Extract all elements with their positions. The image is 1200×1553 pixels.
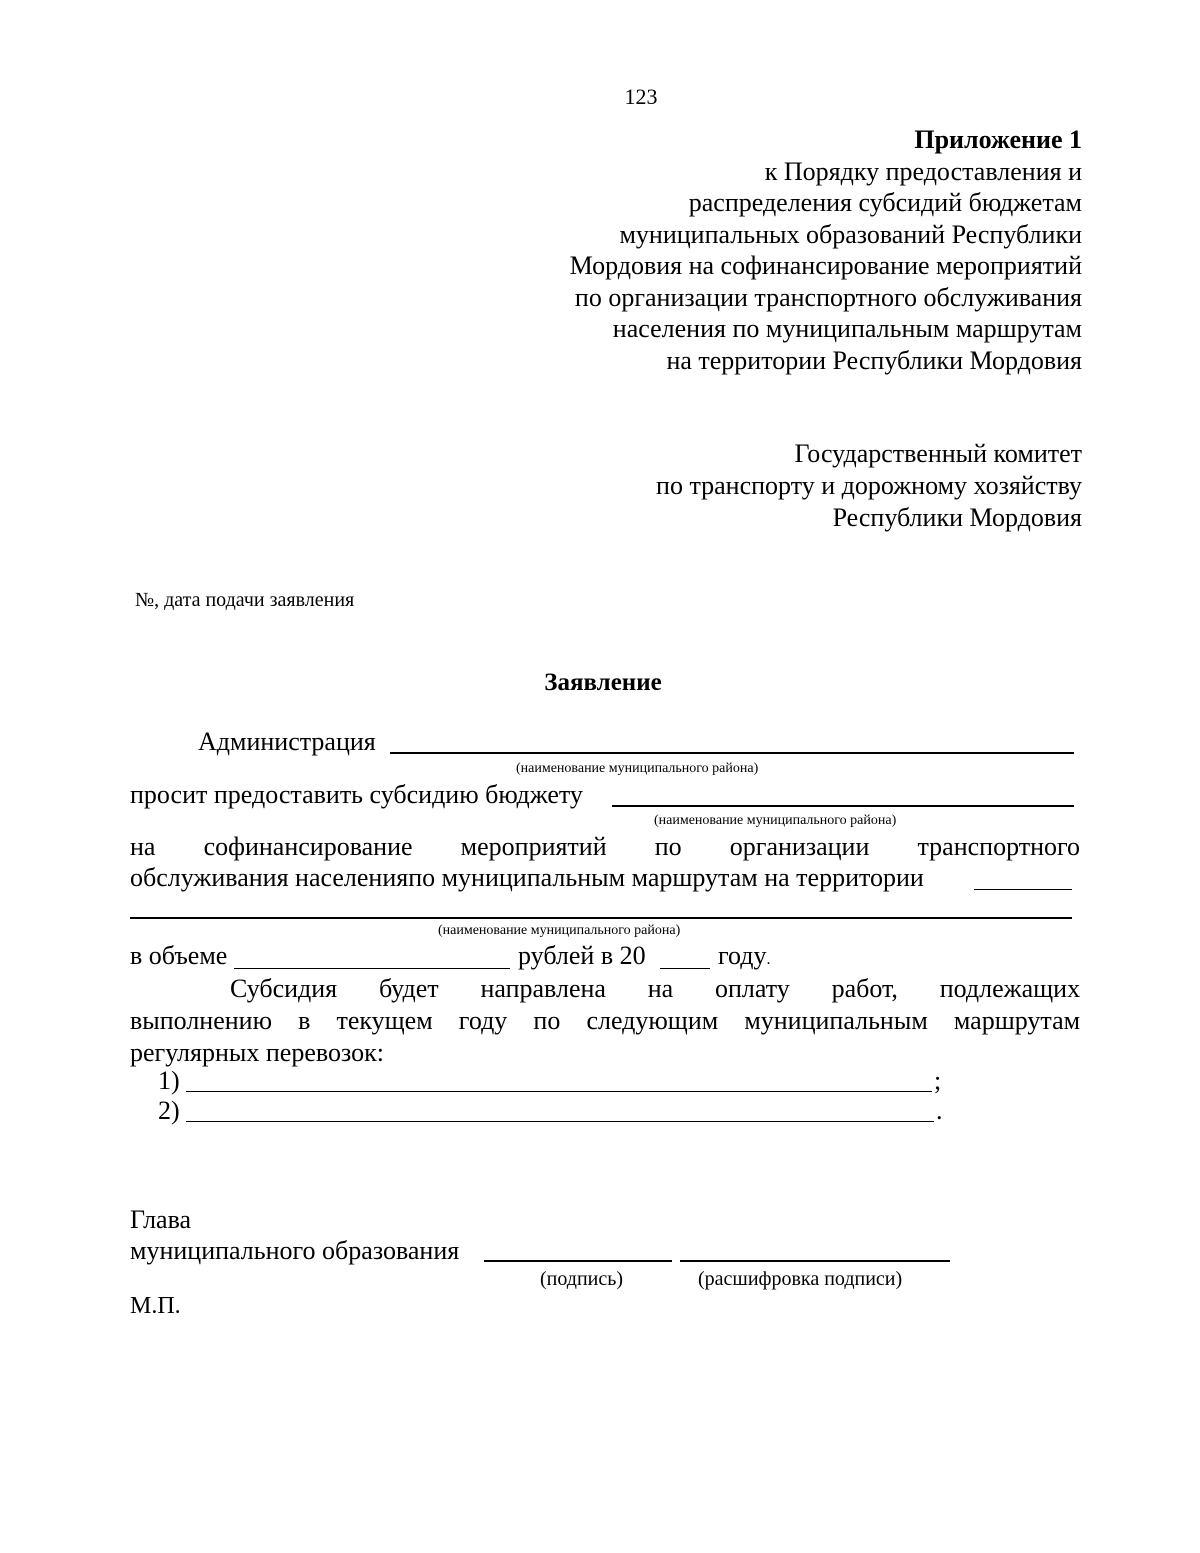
purpose-line-2-text: обслуживания населенияпо муниципальным маршрутам на территории <box>130 863 924 892</box>
stamp-label: М.П. <box>130 1293 181 1319</box>
district-hint: (наименование муниципального района) <box>516 761 759 776</box>
word: по <box>654 832 682 861</box>
appendix-line: по организации транспортного обслуживания <box>574 282 1082 312</box>
rubles-label: рублей в 20 <box>518 941 646 970</box>
addressee-line: Республики Мордовия <box>832 503 1082 532</box>
route-1-blank[interactable] <box>186 1091 932 1092</box>
addressee-line: по транспорту и дорожному хозяйству <box>656 471 1082 500</box>
word: направлена <box>480 974 606 1003</box>
district-name-blank[interactable] <box>390 752 1074 754</box>
territory-blank[interactable] <box>130 917 1072 919</box>
addressee-line: Государственный комитет <box>794 439 1082 468</box>
municipal-formation-label: муниципального образования <box>130 1236 460 1265</box>
appendix-title: Приложение 1 <box>914 125 1082 154</box>
word: году <box>458 1006 508 1035</box>
volume-label: в объеме <box>130 941 228 970</box>
word: муниципальным <box>744 1006 928 1035</box>
purpose-line-1 <box>130 832 1080 864</box>
appendix-header <box>570 124 1082 376</box>
word: оплату <box>715 974 790 1003</box>
page-number: 123 <box>624 84 658 109</box>
district-hint: (наименование муниципального района) <box>654 813 897 828</box>
word: маршрутам <box>953 1006 1081 1035</box>
subsidy-line-1 <box>230 974 1080 1006</box>
document-title: Заявление <box>544 669 662 696</box>
route-number: 1) <box>158 1066 180 1095</box>
year-label-text: году <box>718 941 767 970</box>
year-label <box>718 941 771 971</box>
subsidy-line-3: регулярных перевозок: <box>130 1038 384 1067</box>
addressee-block <box>656 438 1082 534</box>
word: на <box>647 974 674 1003</box>
appendix-line: распределения субсидий бюджетам <box>688 188 1082 217</box>
word: выполнению <box>130 1006 272 1035</box>
word: на <box>130 832 156 861</box>
signature-hint: (подпись) <box>540 1268 624 1290</box>
appendix-line: муниципальных образований Республики <box>619 219 1082 249</box>
administration-label: Администрация <box>198 727 376 756</box>
appendix-line: на территории Республики Мордовия <box>666 345 1082 375</box>
route-end: ; <box>934 1066 942 1095</box>
route-number: 2) <box>158 1096 180 1125</box>
route-2-blank[interactable] <box>186 1121 934 1122</box>
year-blank[interactable] <box>660 968 710 969</box>
purpose-line-2 <box>130 863 924 893</box>
year-dot: . <box>766 951 771 968</box>
signature-decode-hint: (расшифровка подписи) <box>698 1268 903 1290</box>
signature-blank[interactable] <box>484 1260 672 1262</box>
word: следующим <box>586 1006 719 1035</box>
word: в <box>298 1006 311 1035</box>
subsidy-line-2 <box>130 1006 1080 1038</box>
number-date-label: №, дата подачи заявления <box>135 589 355 611</box>
word: работ, <box>831 974 898 1003</box>
district-hint: (наименование муниципального района) <box>438 923 681 938</box>
word: транспортного <box>917 832 1081 861</box>
word: по <box>533 1006 561 1035</box>
appendix-line: к Порядку предоставления и <box>764 156 1082 186</box>
word: мероприятий <box>460 832 607 861</box>
signature-decode-blank[interactable] <box>680 1260 950 1262</box>
appendix-line: населения по муниципальным маршрутам <box>612 314 1082 343</box>
word: подлежащих <box>939 974 1081 1003</box>
word: организации <box>729 832 870 861</box>
budget-name-blank[interactable] <box>612 805 1074 807</box>
appendix-line: Мордовия на софинансирование мероприятий <box>569 251 1082 280</box>
head-label: Глава <box>130 1205 192 1234</box>
word: текущем <box>336 1006 433 1035</box>
word: софинансирование <box>203 832 413 861</box>
request-label: просит предоставить субсидию бюджету <box>130 780 583 809</box>
word: Субсидия <box>230 974 338 1003</box>
territory-blank-start[interactable] <box>974 889 1072 890</box>
amount-blank[interactable] <box>234 968 510 969</box>
word: будет <box>378 974 439 1003</box>
route-end: . <box>936 1096 943 1125</box>
